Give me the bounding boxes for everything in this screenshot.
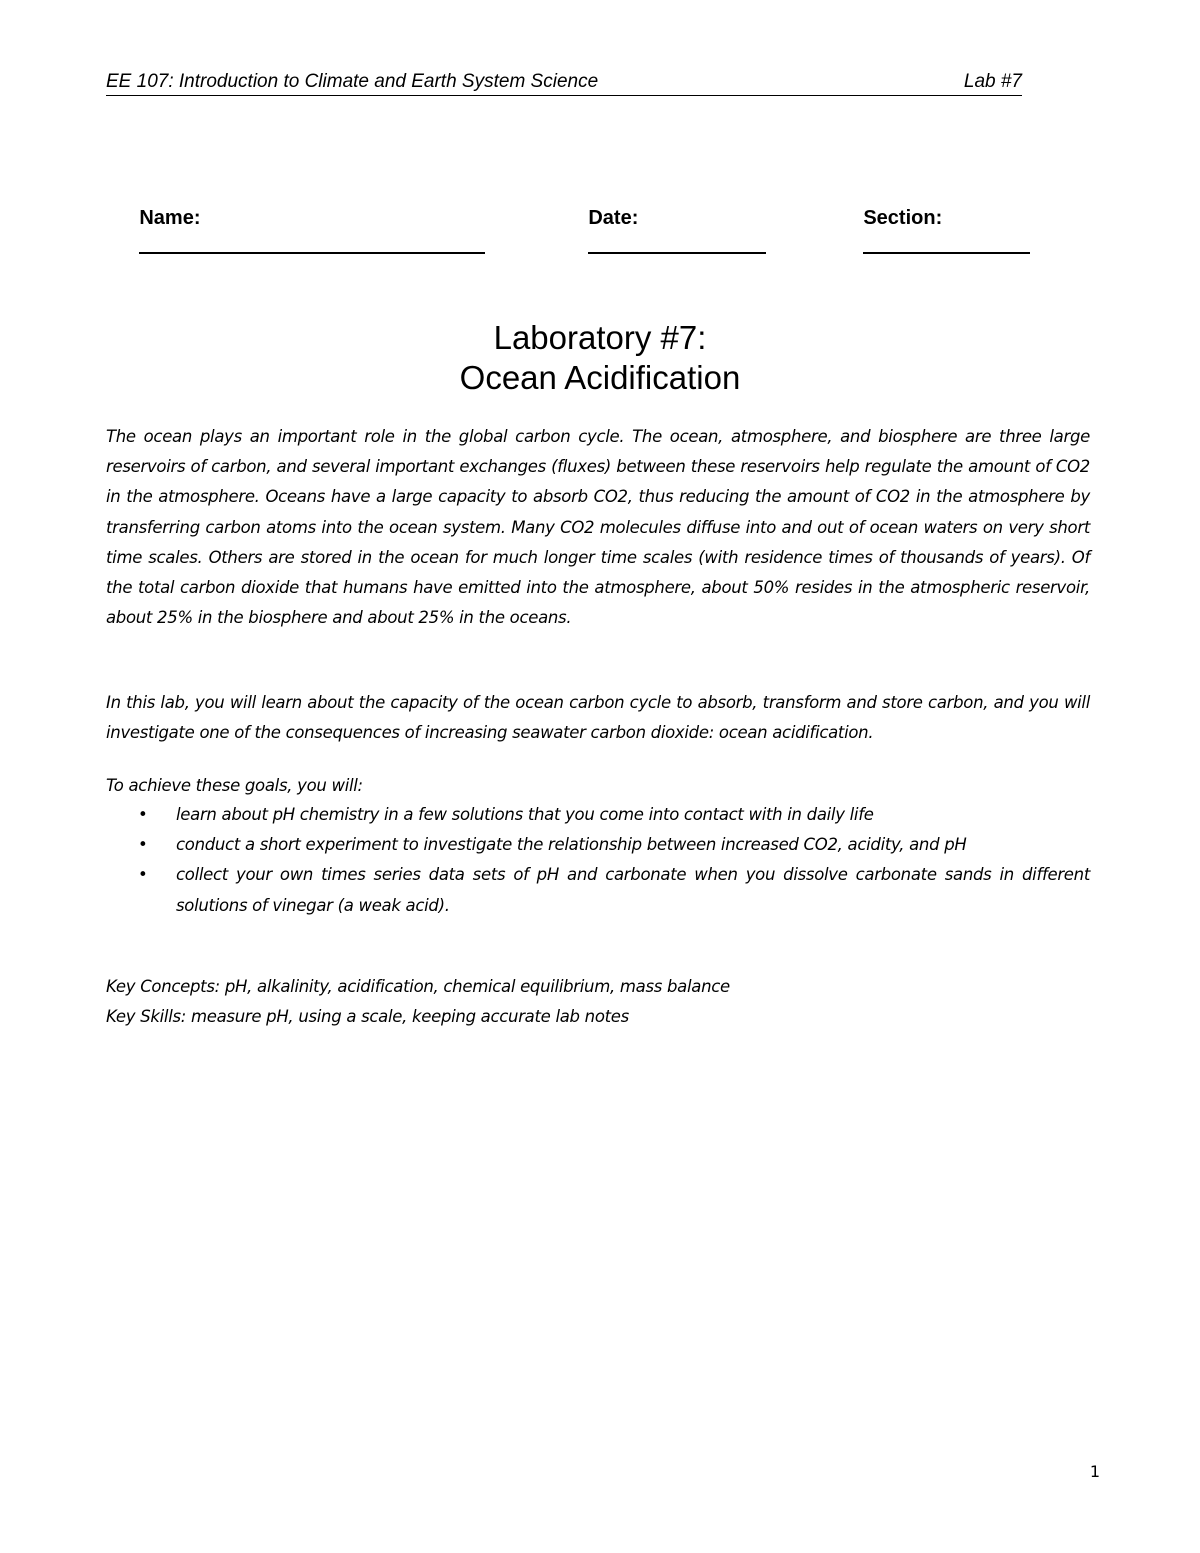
key-skills: Key Skills: measure pH, using a scale, keeping accurate lab notes	[106, 1007, 629, 1026]
goal-text: learn about pH chemistry in a few solutions that you come into contact with in daily life	[176, 805, 874, 824]
section-field[interactable]	[830, 176, 1030, 290]
date-label: Date:	[588, 207, 639, 229]
date-blank[interactable]	[588, 232, 766, 254]
name-label: Name:	[139, 207, 201, 229]
bullet-icon: •	[138, 835, 148, 855]
page-number: 1	[1089, 1462, 1100, 1481]
goal-text: collect your own times series data sets of pH and carbonate when you dissolve carbonate sands in different solutions of vinegar (a weak acid).	[176, 865, 1090, 915]
student-info-fields	[106, 176, 1090, 316]
list-item	[106, 830, 1090, 860]
intro-paragraph	[106, 422, 1090, 633]
purpose-paragraph	[106, 688, 1090, 748]
intro-text: The ocean plays an important role in the global carbon cycle. The ocean, atmosphere, and biosphere are three large reservoirs of carbon, and several important exchanges (fluxes) between these reservoirs help regulate the amount of CO2 in the atmosphere. Oceans have a large capacity to absorb CO2, thus reducing the amount of CO2 in the atmosphere by transferring carbon atoms into the ocean system. Many CO2 molecules diffuse into and out of ocean waters on very short time scales. Others are stored in the ocean for much longer time scales (with residence times of thousands of years). Of the total carbon dioxide that humans have emitted into the atmosphere, about 50% resides in the atmospheric reservoir, about 25% in the biosphere and about 25% in the oceans.	[106, 427, 1090, 628]
bullet-icon: •	[138, 865, 148, 885]
section-blank[interactable]	[863, 232, 1030, 254]
goals-intro-text: To achieve these goals, you will:	[106, 776, 363, 795]
goals-list	[106, 800, 1090, 921]
page-header	[106, 70, 1022, 96]
list-item	[106, 800, 1090, 830]
course-title: EE 107: Introduction to Climate and Earth System Science	[106, 71, 599, 92]
purpose-text: In this lab, you will learn about the capacity of the ocean carbon cycle to absorb, transform and store carbon, and you will investigate one of the consequences of increasing seawater carbon dioxide: ocean acidification.	[106, 693, 1090, 743]
page-title	[0, 318, 1200, 398]
section-label: Section:	[863, 207, 943, 229]
title-line-2: Ocean Acidification	[459, 359, 741, 396]
key-concepts: Key Concepts: pH, alkalinity, acidification, chemical equilibrium, mass balance	[106, 977, 730, 996]
date-field[interactable]	[555, 176, 766, 290]
name-field[interactable]	[106, 176, 485, 290]
goal-text: conduct a short experiment to investigate the relationship between increased CO2, acidity, and pH	[176, 835, 967, 855]
title-line-1: Laboratory #7:	[493, 319, 707, 356]
lab-number: Lab #7	[963, 71, 1022, 92]
goals-intro	[106, 771, 1090, 801]
name-blank[interactable]	[139, 232, 485, 254]
bullet-icon: •	[138, 805, 148, 824]
list-item	[106, 860, 1090, 920]
